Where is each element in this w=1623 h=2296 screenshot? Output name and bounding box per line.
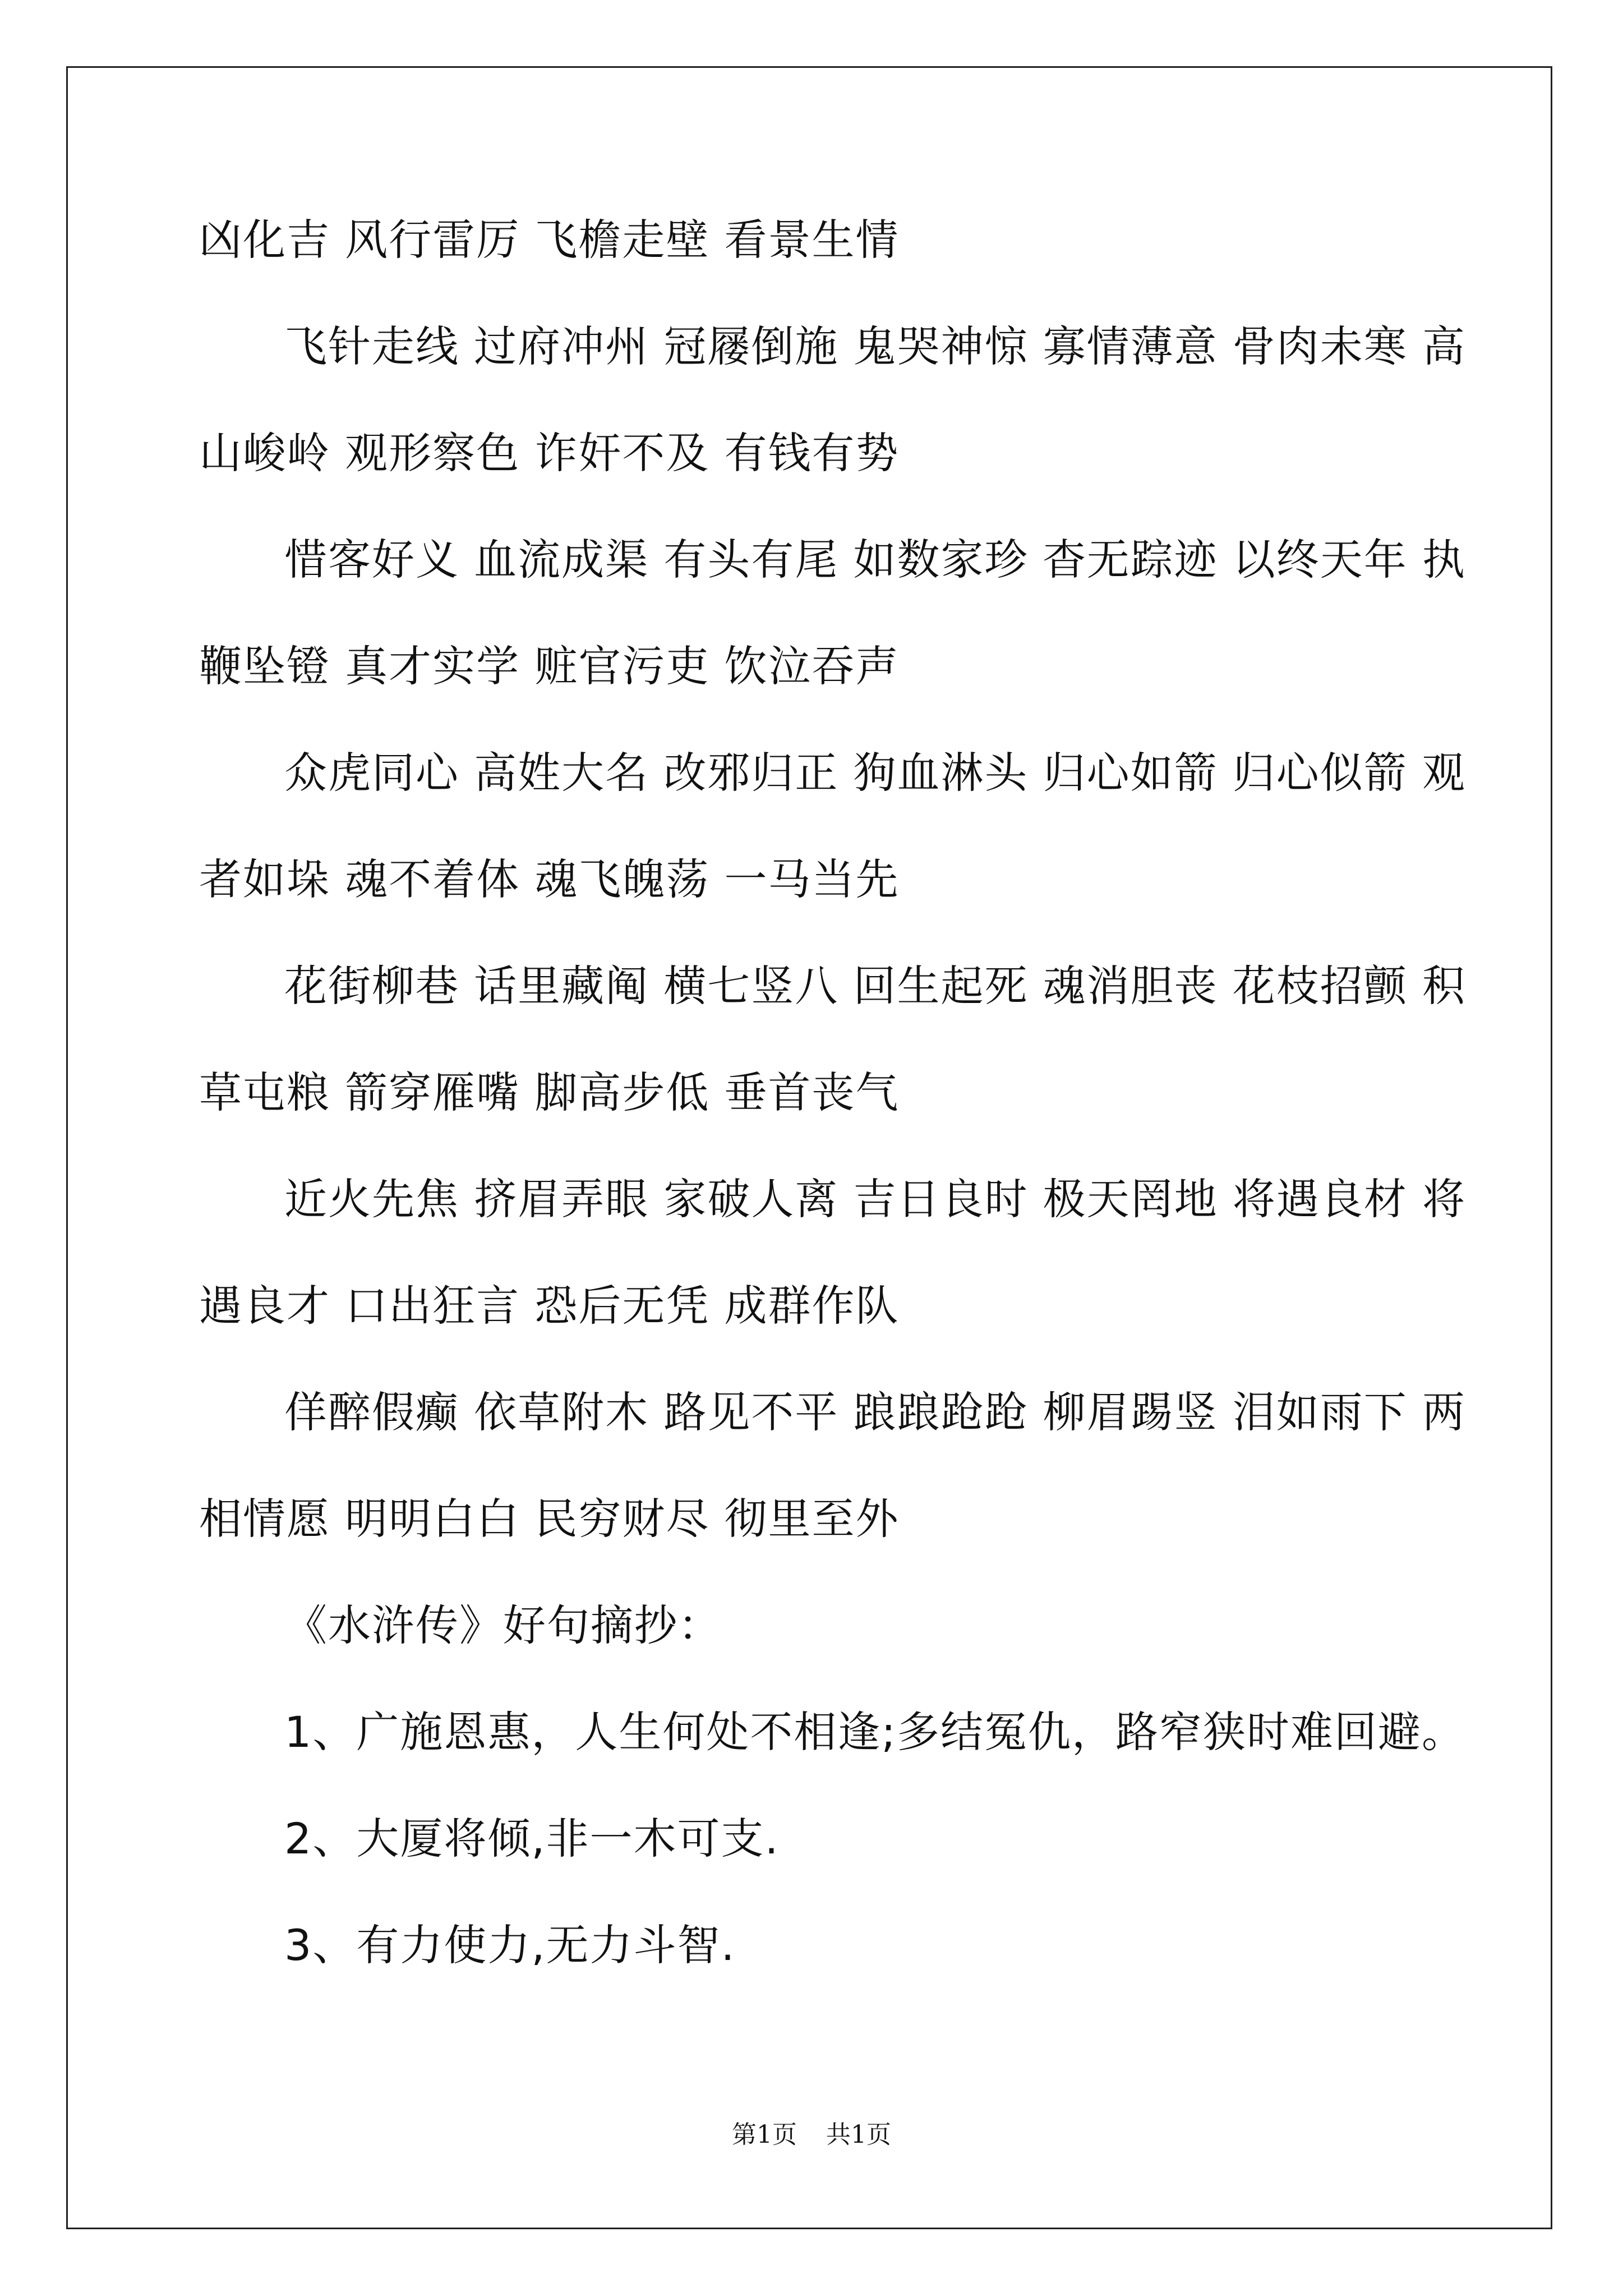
text-line: 近火先焦 挤眉弄眼 家破人离 吉日良时 极天罔地 将遇良材 将 bbox=[284, 1174, 1466, 1224]
text-line: 惜客好义 血流成渠 有头有尾 如数家珍 杳无踪迹 以终天年 执 bbox=[284, 535, 1466, 585]
text-line: 草屯粮 箭穿雁嘴 脚高步低 垂首丧气 bbox=[199, 1068, 900, 1117]
text-line: 3、有力使力,无力斗智. bbox=[284, 1920, 736, 1970]
quote-item-1 bbox=[199, 1705, 1465, 1759]
page-number: 第1页 bbox=[732, 2120, 797, 2149]
text-line: 山峻岭 观形察色 诈奸不及 有钱有势 bbox=[199, 428, 900, 478]
text-line: 飞针走线 过府冲州 冠屦倒施 鬼哭神惊 寡情薄意 骨肉未寒 高 bbox=[284, 321, 1466, 371]
heading-line: 《水浒传》好句摘抄： bbox=[284, 1600, 722, 1650]
paragraph-1 bbox=[199, 320, 1466, 480]
text-line: 者如垛 魂不着体 魂飞魄荡 一马当先 bbox=[199, 854, 900, 904]
text-line: 鞭坠镫 真才实学 赃官污吏 饮泣吞声 bbox=[199, 641, 900, 691]
page-total: 共1页 bbox=[826, 2120, 891, 2149]
paragraph-0 bbox=[199, 213, 1427, 267]
text-line: 相情愿 明明白白 民穷财尽 彻里至外 bbox=[199, 1494, 900, 1544]
paragraph-6 bbox=[199, 1386, 1466, 1546]
text-line: 花街柳巷 话里藏阄 横七竖八 回生起死 魂消胆丧 花枝招颤 积 bbox=[284, 961, 1466, 1011]
text-line: 凶化吉 风行雷厉 飞檐走壁 看景生情 bbox=[199, 215, 900, 265]
quote-item-2 bbox=[199, 1812, 1427, 1866]
paragraph-2 bbox=[199, 533, 1466, 693]
paragraph-5 bbox=[199, 1172, 1466, 1333]
text-line: 2、大厦将倾,非一木可支. bbox=[284, 1814, 780, 1864]
quote-item-3 bbox=[199, 1918, 1427, 1972]
text-line: 佯醉假癫 依草附木 路见不平 踉踉跄跄 柳眉踢竖 泪如雨下 两 bbox=[284, 1387, 1466, 1437]
page-footer bbox=[0, 2119, 1623, 2151]
document-body bbox=[199, 213, 1466, 1972]
text-line: 众虎同心 高姓大名 改邪归正 狗血淋头 归心如箭 归心似箭 观 bbox=[284, 748, 1466, 798]
text-line: 1、广施恩惠，人生何处不相逢;多结冤仇，路窄狭时难回避。 bbox=[284, 1707, 1465, 1757]
paragraph-3 bbox=[199, 746, 1466, 907]
text-line: 遇良才 口出狂言 恐后无凭 成群作队 bbox=[199, 1281, 900, 1331]
section-heading bbox=[199, 1599, 1427, 1653]
paragraph-4 bbox=[199, 959, 1466, 1120]
